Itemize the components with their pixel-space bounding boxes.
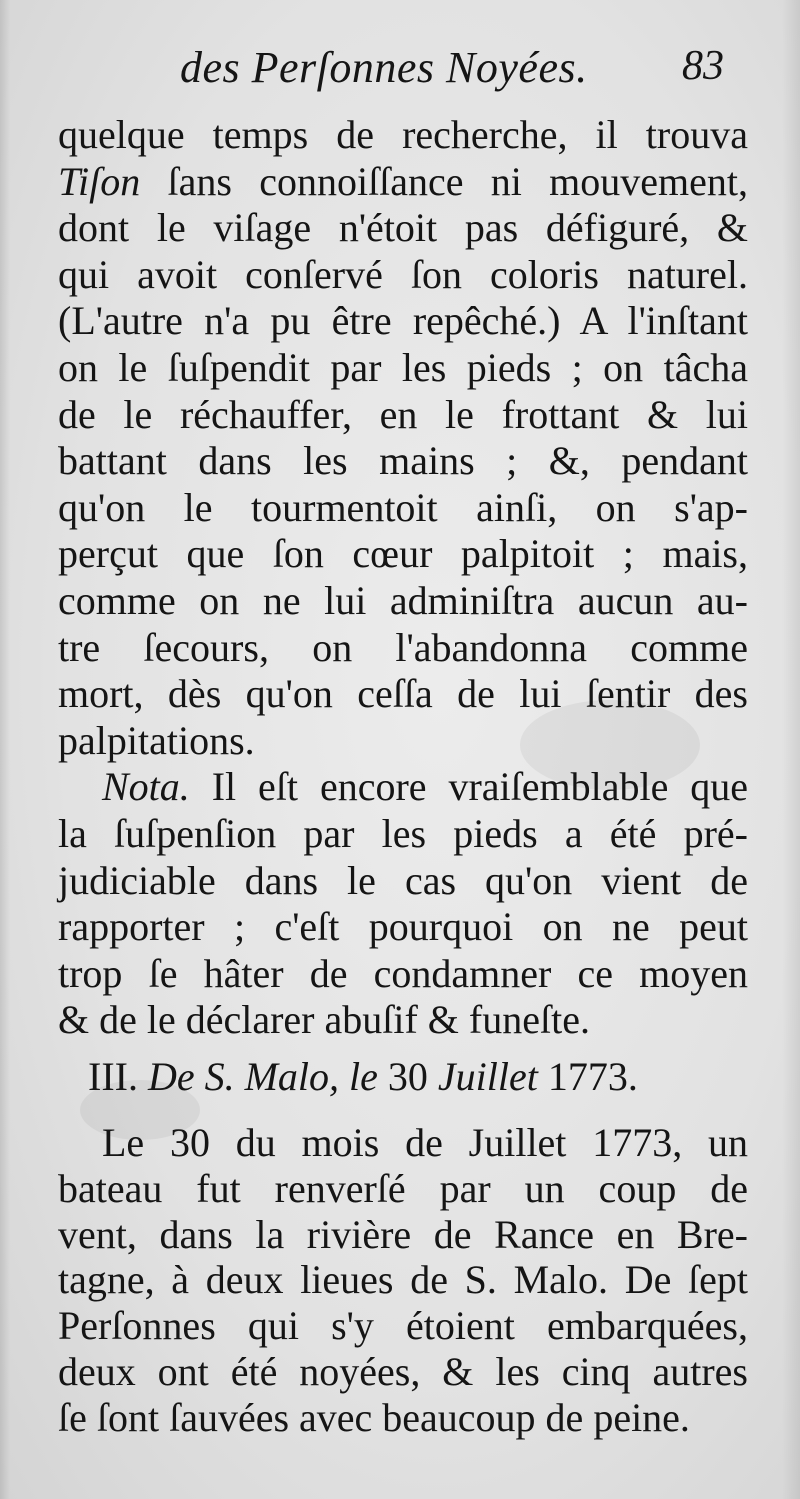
section-number: III. [88, 1054, 138, 1099]
text-line: tagne, à deux lieues de S. Malo. De ſept [58, 1257, 748, 1303]
text-line: on le ſuſpendit par les pieds ; on tâcha [58, 344, 748, 390]
text-line: qui avoit conſervé ſon coloris naturel. [58, 251, 748, 297]
section-year: 1773. [547, 1054, 638, 1099]
page-right-shadow [782, 0, 800, 1499]
text-line: vent, dans la rivière de Rance en Bre- [58, 1211, 748, 1257]
name-italic: Tiſon [58, 158, 141, 204]
text-line: palpitations. [58, 717, 255, 763]
text-line: de le réchauffer, en le frottant & lui [58, 391, 748, 437]
text-line: & de le déclarer abuſif & funeſte. [58, 997, 590, 1043]
text-line: perçut que ſon cœur palpitoit ; mais, [58, 531, 748, 577]
section-place: De S. Malo, [147, 1054, 340, 1099]
text-line: battant dans les mains ; &, pendant [58, 438, 748, 484]
text-line: comme on ne lui adminiſtra aucun au- [58, 577, 748, 623]
text-line: tre ſecours, on l'abandonna comme [58, 624, 748, 670]
text-line: la ſuſpenſion par les pieds a été pré- [58, 810, 748, 856]
text-line: mort, dès qu'on ceſſa de lui ſentir des [58, 671, 748, 717]
section-heading-text [88, 1047, 638, 1107]
page-header [0, 42, 800, 102]
text-fragment: Il eſt encore vraiſemblable que [211, 764, 749, 810]
text-line: quelque temps de recherche, il trouva [58, 112, 748, 157]
text-line: deux ont été noyées, & les cinq autres [58, 1348, 748, 1394]
section-day: 30 [387, 1054, 428, 1099]
running-head: des Perſonnes Noyées. [180, 43, 588, 92]
text-line: rapporter ; c'eſt pourquoi on ne peut [58, 904, 748, 950]
text-line: Perſonnes qui s'y étoient embarquées, [58, 1303, 748, 1349]
section-le: le [349, 1054, 378, 1099]
text-line [58, 159, 748, 206]
page-left-shadow [0, 0, 10, 1499]
text-line: ſe ſont ſauvées avec beaucoup de peine. [58, 1394, 690, 1440]
text-line: qu'on le tourmentoit ainſi, on s'ap- [58, 484, 748, 530]
text-fragment: ſans connoiſſance ni mouvement, [167, 158, 749, 204]
section-heading [0, 1047, 800, 1107]
text-line: Le 30 du mois de Juillet 1773, un [102, 1120, 748, 1165]
text-block-bottom [58, 1120, 748, 1441]
text-line: trop ſe hâter de condamner ce moyen [58, 950, 748, 996]
page-number: 83 [682, 43, 724, 89]
nota-italic: Nota. [102, 764, 190, 810]
text-block-top [58, 112, 748, 1044]
text-line: bateau fut renverſé par un coup de [58, 1165, 748, 1211]
text-line [58, 764, 748, 811]
text-line: judiciable dans le cas qu'on vient de [58, 857, 748, 903]
text-line: (L'autre n'a pu être repêché.) A l'inſtant [58, 298, 748, 344]
text-line: dont le viſage n'étoit pas défiguré, & [58, 205, 748, 251]
section-month: Juillet [437, 1054, 538, 1099]
